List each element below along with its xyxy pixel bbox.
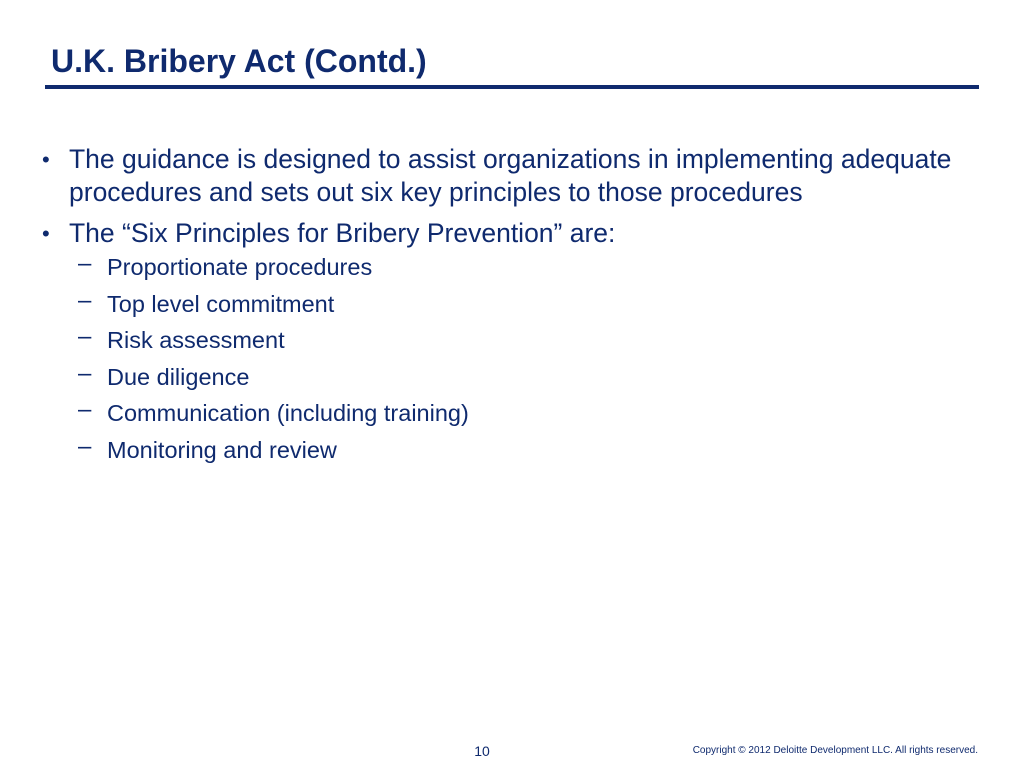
page-number: 10 — [474, 743, 490, 759]
dash-marker: – — [78, 323, 92, 350]
bullet-item — [0, 217, 1009, 250]
principle-item — [0, 286, 1024, 318]
principle-item — [0, 323, 1024, 354]
principle-text: Due diligence — [107, 363, 250, 390]
dash-marker: – — [78, 432, 92, 460]
principles-list — [0, 250, 1024, 464]
slide-title: U.K. Bribery Act (Contd.) — [51, 43, 427, 79]
bullet-item — [0, 143, 1009, 209]
dash-marker: – — [78, 286, 92, 314]
bullet-marker: • — [42, 221, 50, 246]
bullet-text: The guidance is designed to assist organizations in implementing adequate procedures and sets out six key principles to those procedures — [69, 144, 952, 207]
dash-marker: – — [78, 250, 92, 277]
principle-text: Proportionate procedures — [107, 254, 373, 280]
principle-item — [0, 396, 1024, 427]
principle-text: Monitoring and review — [107, 436, 337, 463]
principle-item — [0, 250, 1024, 281]
principle-text: Risk assessment — [107, 327, 285, 353]
principle-item — [0, 432, 1024, 464]
principle-text: Top level commitment — [107, 290, 335, 317]
principle-item — [0, 359, 1024, 391]
dash-marker: – — [78, 359, 92, 387]
copyright-notice: Copyright © 2012 Deloitte Development LLC. All rights reserved. — [692, 745, 978, 756]
dash-marker: – — [78, 396, 92, 423]
slide-content — [0, 143, 1024, 472]
bullet-marker: • — [42, 147, 50, 172]
principle-text: Communication (including training) — [107, 400, 469, 426]
bullet-text: The “Six Principles for Bribery Prevention” are: — [69, 218, 616, 248]
title-underline — [45, 85, 979, 89]
